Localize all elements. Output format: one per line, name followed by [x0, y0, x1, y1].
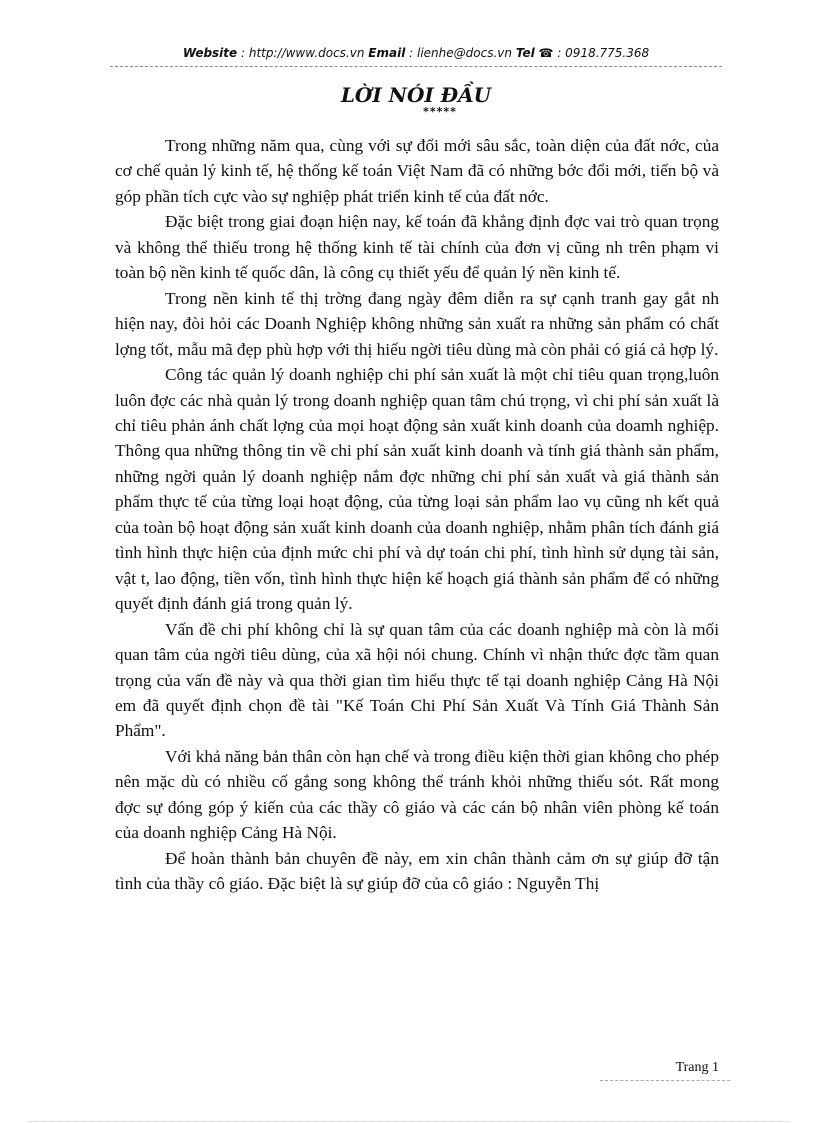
paragraph: Trong những năm qua, cùng với sự đổi mới sâu sắc, toàn diện của đất nớc, của cơ chế quản lý kinh tế, hệ thống kế toán Việt Nam đã có những bớc đổi mới, tiến bộ và góp phần tích cực vào sự nghiệp phát triển kinh tế của đất nớc. — [115, 136, 719, 206]
paragraph: Trong nền kinh tế thị trờng đang ngày đêm diễn ra sự cạnh tranh gay gắt nh hiện nay, đòi hỏi các Doanh Nghiệp không những sản xuất ra những sản phẩm có chất lợng tốt, mẫu mã đẹp phù hợp với thị hiếu ngời tiêu dùng mà còn phải có giá cả hợp lý. — [115, 288, 719, 359]
website-value: : http://www.docs.vn — [241, 46, 365, 60]
email-label: Email — [368, 46, 406, 60]
page-number: Trang 1 — [675, 1060, 719, 1075]
page-bottom-edge — [28, 1121, 788, 1122]
paragraph: Để hoàn thành bản chuyên đề này, em xin chân thành cảm ơn sự giúp đỡ tận tình của thầy cô giáo. Đặc biệt là sự giúp đỡ của cô giáo : Nguyễn Thị — [115, 848, 719, 894]
page-header — [110, 46, 722, 60]
website-label: Website — [182, 46, 238, 60]
paragraph: Với khả năng bản thân còn hạn chế và trong điều kiện thời gian không cho phép nên mặc dù có nhiều cố gắng song không thể tránh khỏi những thiếu sót. Rất mong đợc sự đóng góp ý kiến của các thầy cô giáo và các cán bộ nhân viên phòng kế toán của doanh nghiệp Cảng Hà Nội. — [115, 746, 719, 843]
page-title: LỜI NÓI ĐẦU — [340, 83, 492, 107]
tel-label: Tel — [515, 46, 535, 60]
title-stars: ***** — [423, 105, 457, 118]
email-value: : lienhe@docs.vn — [409, 46, 512, 60]
header-divider — [110, 66, 722, 67]
tel-value: : 0918.775.368 — [557, 46, 650, 60]
footer-divider — [600, 1080, 730, 1081]
paragraph: Công tác quản lý doanh nghiệp chi phí sản xuất là một chỉ tiêu quan trọng,luôn luôn đợc các nhà quản lý trong doanh nghiệp quan tâm chú trọng, vì chi phí sản xuất là chỉ tiêu phản ánh chất lợng của mọi hoạt động sản xuất kinh doanh của doamh nghiệp. Thông qua những thông tin về chi phí sản xuất kinh doanh và tính giá thành sản phẩm, những ngời quản lý doanh nghiệp nắm đợc những chi phí sản xuất và giá thành sản phẩm thực tế của từng loại hoạt động, của từng loại sản phẩm lao vụ cũng nh kết quả của toàn bộ hoạt động sản xuất kinh doanh của doanh nghiệp, nhằm phân tích đánh giá tình hình thực hiện của định mức chi phí và dự toán chi phí, tình hình sử dụng tài sản, vật t, lao động, tiền vốn, tình hình thực hiện kế hoạch giá thành sản phẩm để có những quyết định đánh giá trong quản lý. — [115, 365, 719, 614]
paragraph: Đặc biệt trong giai đoạn hiện nay, kế toán đã khẳng định đợc vai trò quan trọng và không thể thiếu trong hệ thống kinh tế tài chính của đơn vị cũng nh trên phạm vi toàn bộ nền kinh tế quốc dân, là công cụ thiết yếu để quản lý nền kinh tế. — [115, 212, 719, 283]
paragraph: Vấn đề chi phí không chỉ là sự quan tâm của các doanh nghiệp mà còn là mối quan tâm của ngời tiêu dùng, của xã hội nói chung. Chính vì nhận thức đợc tầm quan trọng của vấn đề này và qua thời gian tìm hiểu thực tế tại doanh nghiệp Cảng Hà Nội em đã quyết định chọn đề tài "Kế Toán Chi Phí Sản Xuất Và Tính Giá Thành Sản Phẩm". — [115, 619, 719, 741]
phone-icon: ☎ — [538, 46, 554, 60]
body-text — [115, 133, 719, 897]
